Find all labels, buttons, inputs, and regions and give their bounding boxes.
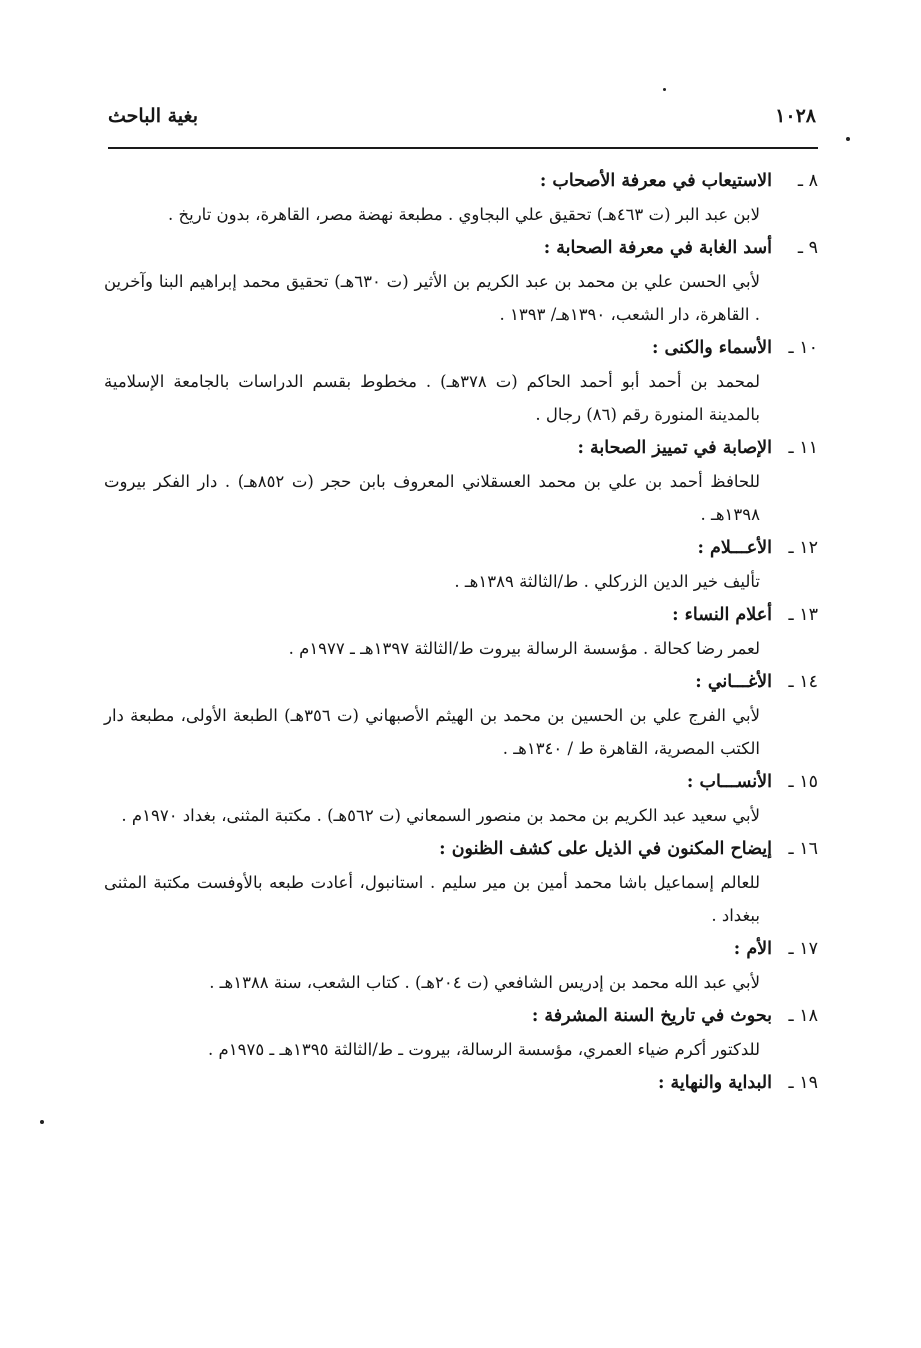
entry-description: لمحمد بن أحمد أبو أحمد الحاكم (ت ٣٧٨هـ) . مخطوط بقسم الدراسات بالجامعة الإسلامية بالمدينة المنورة رقم (٨٦) رجال . [104, 372, 760, 424]
header-rule [108, 147, 818, 149]
bibliography-entry [104, 598, 818, 665]
entry-description: لعمر رضا كحالة . مؤسسة الرسالة بيروت ط/الثالثة ١٣٩٧هـ ـ ١٩٧٧م . [288, 639, 760, 658]
entry-description: للحافظ أحمد بن علي بن محمد العسقلاني المعروف بابن حجر (ت ٨٥٢هـ) . دار الفكر بيروت ١٣٩٨هـ . [104, 472, 760, 524]
entry-description: تأليف خير الدين الزركلي . ط/الثالثة ١٣٨٩هـ . [454, 572, 760, 591]
entry-title: الأنســـاب : [686, 772, 772, 792]
entry-title: أعلام النساء : [672, 605, 772, 625]
bibliography-entry [104, 331, 818, 431]
bibliography-entry [104, 431, 818, 531]
scan-speck [846, 137, 850, 141]
entry-heading [104, 331, 818, 365]
entry-title: الإصابة في تمييز الصحابة : [577, 438, 772, 458]
page-number: ١٠٢٨ [775, 105, 816, 127]
bibliography-list [104, 164, 818, 1100]
entry-title: إيضاح المكنون في الذيل على كشف الظنون : [439, 839, 772, 859]
entry-number: ١٦ ـ [788, 839, 818, 859]
entry-number: ١٤ ـ [788, 672, 818, 692]
entry-title: الأسماء والكنى : [651, 338, 772, 358]
entry-description: لابن عبد البر (ت ٤٦٣هـ) تحقيق علي البجاوي . مطبعة نهضة مصر، القاهرة، بدون تاريخ . [167, 205, 760, 224]
entry-title: أسد الغابة في معرفة الصحابة : [543, 238, 772, 258]
bibliography-entry [104, 665, 818, 765]
entry-heading [104, 665, 818, 699]
entry-title: الاستيعاب في معرفة الأصحاب : [539, 171, 772, 191]
bibliography-entry [104, 231, 818, 331]
entry-number: ١٨ ـ [788, 1006, 818, 1026]
entry-description: للعالم إسماعيل باشا محمد أمين بن مير سليم . استانبول، أعادت طبعه بالأوفست مكتبة المثنى ببغداد . [104, 873, 760, 925]
entry-number: ١١ ـ [788, 438, 818, 458]
entry-description: لأبي الحسن علي بن محمد بن عبد الكريم بن الأثير (ت ٦٣٠هـ) تحقيق محمد إبراهيم البنا وآخرين . القاهرة، دار الشعب، ١٣٩٠هـ/ ١٣٩٣ . [104, 272, 760, 324]
entry-heading [104, 598, 818, 632]
entry-title: بحوث في تاريخ السنة المشرفة : [531, 1006, 772, 1026]
entry-description: لأبي الفرج علي بن الحسين بن محمد بن الهيثم الأصبهاني (ت ٣٥٦هـ) الطبعة الأولى، مطبعة دار الكتب المصرية، القاهرة ط / ١٣٤٠هـ . [104, 706, 760, 758]
scan-speck [40, 1120, 44, 1124]
page-header [108, 98, 816, 134]
entry-number: ١٢ ـ [788, 538, 818, 558]
entry-description: لأبي عبد الله محمد بن إدريس الشافعي (ت ٢٠٤هـ) . كتاب الشعب، سنة ١٣٨٨هـ . [209, 973, 760, 992]
bibliography-entry [104, 531, 818, 598]
entry-number: ٨ ـ [797, 171, 818, 191]
entry-number: ١٥ ـ [788, 772, 818, 792]
entry-number: ١٩ ـ [788, 1073, 818, 1093]
bibliography-entry [104, 765, 818, 832]
entry-number: ١٧ ـ [788, 939, 818, 959]
entry-heading [104, 531, 818, 565]
entry-heading [104, 1066, 818, 1100]
entry-title: الأم : [733, 939, 772, 959]
entry-heading [104, 164, 818, 198]
entry-heading [104, 765, 818, 799]
entry-heading [104, 932, 818, 966]
entry-heading [104, 231, 818, 265]
entry-description: لأبي سعيد عبد الكريم بن محمد بن منصور السمعاني (ت ٥٦٢هـ) . مكتبة المثنى، بغداد ١٩٧٠م . [121, 806, 760, 825]
entry-number: ١٣ ـ [788, 605, 818, 625]
entry-number: ٩ ـ [797, 238, 818, 258]
entry-title: البداية والنهاية : [658, 1073, 772, 1093]
running-title: بغية الباحث [108, 105, 198, 127]
bibliography-entry [104, 999, 818, 1066]
bibliography-entry [104, 832, 818, 932]
entry-number: ١٠ ـ [788, 338, 818, 358]
bibliography-entry [104, 932, 818, 999]
entry-description: للدكتور أكرم ضياء العمري، مؤسسة الرسالة، بيروت ـ ط/الثالثة ١٣٩٥هـ ـ ١٩٧٥م . [208, 1040, 760, 1059]
entry-heading [104, 832, 818, 866]
bibliography-entry [104, 164, 818, 231]
bibliography-entry [104, 1066, 818, 1100]
entry-title: الأعـــلام : [697, 538, 772, 558]
entry-heading [104, 431, 818, 465]
entry-heading [104, 999, 818, 1033]
scan-speck [663, 88, 666, 91]
entry-title: الأغـــاني : [695, 672, 772, 692]
